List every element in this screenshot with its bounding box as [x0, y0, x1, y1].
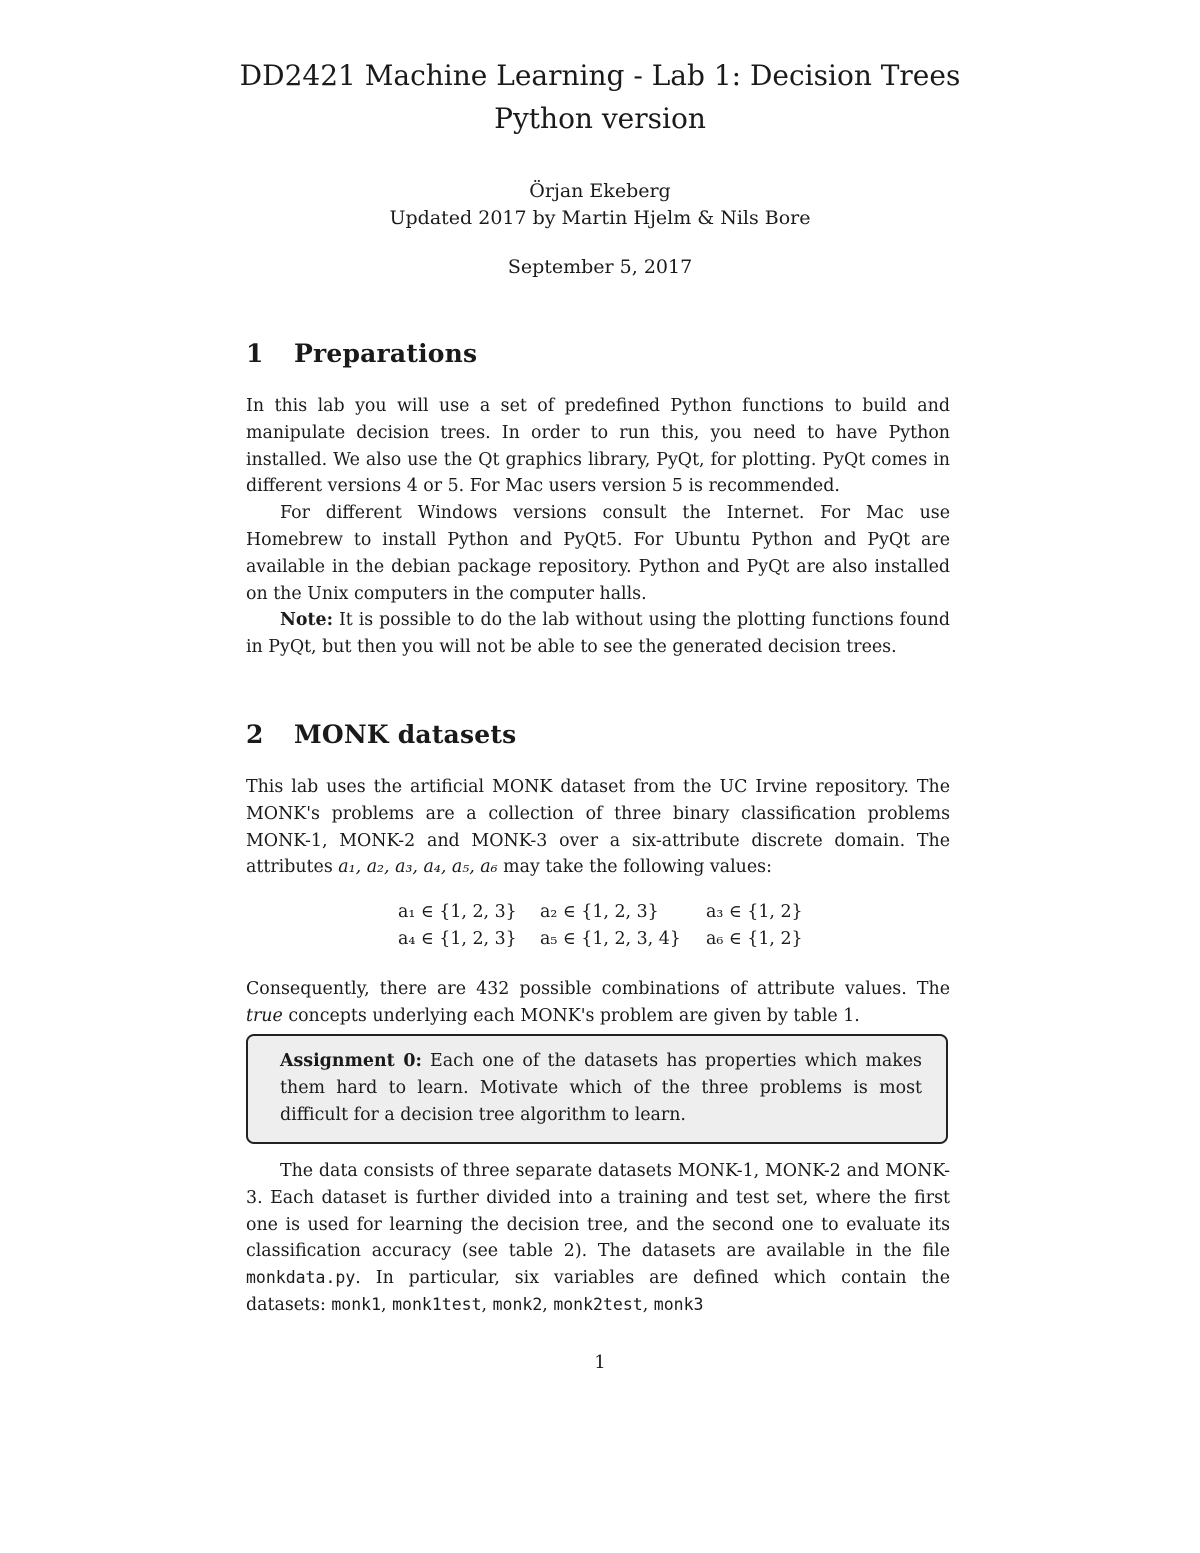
section-2-paragraph-1: [246, 774, 950, 881]
attribute-row: [398, 926, 803, 953]
section-1-title: Preparations: [294, 339, 478, 368]
date: September 5, 2017: [507, 256, 693, 278]
title-line-1: DD2421 Machine Learning - Lab 1: Decision Trees: [239, 59, 961, 92]
attribute-value: a₂ ∈ {1, 2, 3}: [540, 902, 659, 922]
attribute-value: a₃ ∈ {1, 2}: [706, 902, 803, 922]
section-1-paragraph-1: In this lab you will use a set of predefined Python functions to build and manipulate decision trees. In order to run this, you need to have Python installed. We also use the Qt graphics library, PyQt, for plotting. PyQt comes in different versions 4 or 5. For Mac users version 5 is recommended.: [246, 396, 950, 497]
assignment-0-text: [280, 1048, 922, 1128]
attribute-values-table: [398, 899, 803, 953]
monk-intro-text: This lab uses the artificial MONK dataset from the UC Irvine repository. The MONK's problems are a collection of three binary classification problems MONK-1, MONK-2 and MONK-3 over a six-attribute discrete domain. The attributes: [246, 777, 950, 878]
attribute-value: a₅ ∈ {1, 2, 3, 4}: [540, 929, 681, 949]
monkdata-file: monkdata.py: [246, 1268, 356, 1288]
true-italic: true: [246, 1005, 283, 1026]
section-1-note: [246, 607, 950, 661]
monk-intro-end: may take the following values:: [497, 857, 772, 878]
datasets-start: The data consists of three separate datasets MONK-1, MONK-2 and MONK-3. Each dataset is further divided into a training and test set, where the first one is used for learning the decision tree, and the second one to evaluate its classification accuracy (see table 2). The datasets are available in the file: [246, 1161, 950, 1262]
section-2-heading: [246, 720, 516, 749]
dataset-variable: monk1test: [392, 1294, 482, 1314]
assignment-body: Each one of the datasets has properties which makes them hard to learn. Motivate which of the three problems is most difficult for a decision tree algorithm to learn.: [280, 1051, 922, 1125]
combinations-start: Consequently, there are 432 possible combinations of attribute values. The: [246, 979, 950, 999]
section-1-number: 1: [246, 339, 264, 368]
assignment-0-box: [246, 1034, 948, 1144]
assignment-label: Assignment 0:: [280, 1051, 422, 1071]
section-2-number: 2: [246, 720, 264, 749]
datasets-text: The data consists of three separate datasets MONK-1, MONK-2 and MONK-3. Each dataset is further divided into a training and test set, where the first one is used for learning the decision tree, and the second one to evaluate its classification accuracy (see table 2). The datasets are available in the file monkdata.py. In particular, six variables are defined which contain the datasets: monk1, monk1test, monk2, monk2test, monk3: [246, 1161, 950, 1315]
section-2-intro: [246, 774, 950, 881]
section-2-title: MONK datasets: [294, 720, 517, 749]
dataset-variable: monk2test: [553, 1294, 643, 1314]
dataset-variable: monk2: [492, 1294, 543, 1314]
combinations-text: [246, 976, 950, 1030]
document-title: [150, 54, 1050, 140]
page-number: 1: [594, 1352, 606, 1373]
dataset-variable: monk3: [653, 1294, 704, 1314]
attribute-row: [398, 899, 803, 926]
section-2-paragraph-3: [246, 1158, 950, 1319]
updated-by: Updated 2017 by Martin Hjelm & Nils Bore: [389, 207, 811, 229]
title-line-2: Python version: [494, 102, 706, 135]
section-2-paragraph-2: [246, 976, 950, 1030]
attribute-value: a₆ ∈ {1, 2}: [706, 929, 803, 949]
attribute-list: a₁, a₂, a₃, a₄, a₅, a₆: [338, 857, 498, 878]
section-1-paragraph-2: For different Windows versions consult the Internet. For Mac use Homebrew to install Python and PyQt5. For Ubuntu Python and PyQt are available in the debian package repository. Python and PyQt are also installed on the Unix computers in the computer halls.: [246, 503, 950, 604]
dataset-variable: monk1: [331, 1294, 382, 1314]
note-text: It is possible to do the lab without using the plotting functions found in PyQt, but then you will not be able to see the generated decision trees.: [246, 610, 950, 658]
author: Örjan Ekeberg: [529, 180, 671, 202]
datasets-mid: . In particular, six variables are defined which contain the datasets:: [246, 1268, 950, 1315]
section-1-heading: [246, 339, 477, 368]
combinations-end: concepts underlying each MONK's problem are given by table 1.: [282, 1005, 860, 1026]
section-1-body: [246, 393, 950, 661]
attribute-value: a₄ ∈ {1, 2, 3}: [398, 929, 517, 949]
note-label: Note:: [280, 610, 334, 631]
attribute-value: a₁ ∈ {1, 2, 3}: [398, 902, 517, 922]
